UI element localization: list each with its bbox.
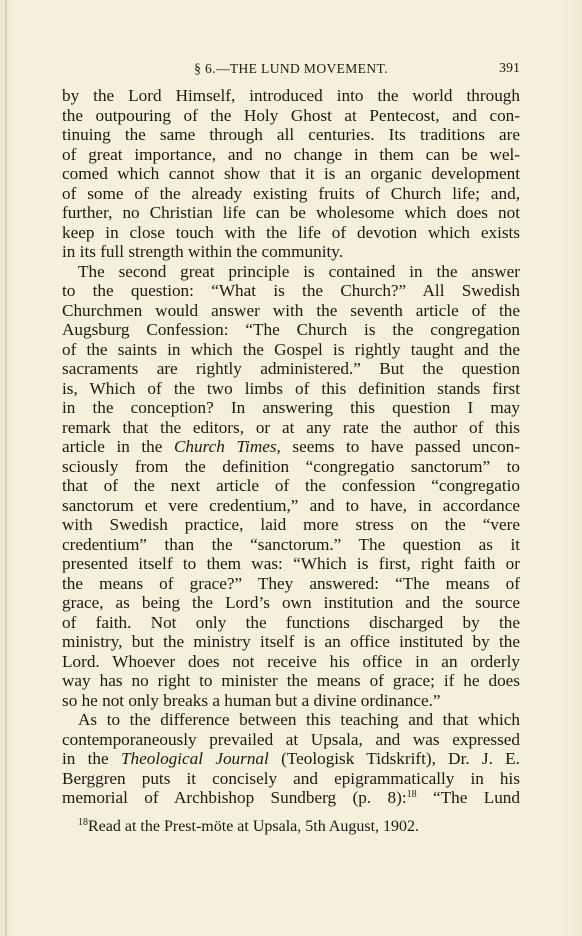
body-text: [62, 86, 520, 808]
text-line: with Swedish practice, laid more stress on the “vere: [62, 515, 520, 534]
text-line: grace, as being the Lord’s own institution and the source: [62, 593, 520, 612]
text-line: by the Lord Himself, introduced into the world through: [62, 86, 520, 105]
text-line: to the question: “What is the Church?” All Swedish: [62, 281, 520, 300]
page-number: 391: [499, 61, 520, 76]
text-line: sciously from the definition “congregatio sanctorum” to: [62, 456, 520, 476]
text-line: keep in close touch with the life of devotion which exists: [62, 222, 520, 242]
text-line: in the conception? In answering this question I may: [62, 398, 520, 417]
text-line: Lord. Whoever does not receive his office in an orderly: [62, 651, 520, 671]
text-line: sanctorum et vere credentium,” and to have, in accordance: [62, 495, 520, 515]
italic-title: Theological Journal: [120, 749, 269, 768]
text-line: of the saints in which the Gospel is rightly taught and the: [62, 339, 520, 359]
text-line: the outpouring of the Holy Ghost at Pentecost, and con-: [62, 105, 520, 125]
text-line: that of the next article of the confession “congregatio: [62, 476, 520, 495]
text-segment: article in the: [62, 437, 174, 456]
text-line: in its full strength within the community.: [62, 242, 344, 261]
running-head: § 6.—THE LUND MOVEMENT.: [194, 61, 388, 76]
text-line: contemporaneously prevailed at Upsala, and was expressed: [62, 729, 520, 749]
italic-title: Church Times,: [173, 437, 281, 456]
text-line: comed which cannot show that it is an organic development: [62, 164, 520, 183]
footnote-reference: 18: [406, 789, 417, 800]
text-line: so he not only breaks a human but a divine ordinance.”: [62, 690, 441, 710]
page-header: [62, 61, 520, 81]
text-line: of some of the already existing fruits of Church life; and,: [62, 183, 520, 203]
text-line-footnote-ref: [62, 788, 520, 808]
text-line: Churchmen would answer with the seventh article of the: [62, 300, 520, 320]
text-line: tinuing the same through all centuries. Its traditions are: [62, 125, 520, 144]
text-line: As to the difference between this teaching and that which: [78, 710, 520, 729]
text-line-church-times: [62, 437, 520, 457]
text-line: presented itself to them was: “Which is first, right faith or: [62, 554, 520, 573]
text-line: the means of grace?” They answered: “The means of: [62, 573, 520, 593]
text-line: The second great principle is contained in the answer: [78, 261, 520, 281]
text-line: ministry, but the ministry itself is an office instituted by the: [62, 632, 520, 651]
footnote-marker: 18: [78, 817, 88, 828]
text-segment: “The Lund: [432, 788, 520, 807]
text-line: remark that the editors, or at any rate the author of this: [62, 417, 520, 437]
page-gutter: [5, 0, 7, 936]
text-line: credentium” than the “sanctorum.” The question as it: [62, 534, 520, 554]
text-segment: memorial of Archbishop Sundberg (p. 8):: [62, 788, 407, 807]
text-line: is, Which of the two limbs of this definition stands first: [62, 378, 520, 398]
footnote: [78, 817, 419, 836]
text-line: Augsburg Confession: “The Church is the congregation: [62, 320, 520, 339]
footnote-text: Read at the Prest-möte at Upsala, 5th August, 1902.: [88, 818, 420, 835]
text-line: way has no right to minister the means of grace; if he does: [62, 671, 520, 690]
text-segment: seems to have passed uncon-: [292, 437, 520, 456]
text-line: of great importance, and no change in them can be wel-: [62, 144, 520, 164]
text-segment: in the: [62, 749, 121, 768]
text-line-journal: [62, 749, 520, 769]
text-line: sacraments are rightly administered.” But the question: [62, 359, 520, 378]
text-line: of faith. Not only the functions discharged by the: [62, 612, 520, 632]
text-line: further, no Christian life can be wholesome which does not: [62, 203, 520, 222]
text-line: Berggren puts it concisely and epigrammatically in his: [62, 768, 520, 788]
text-segment: (Teologisk Tidskrift), Dr. J. E.: [281, 749, 520, 768]
